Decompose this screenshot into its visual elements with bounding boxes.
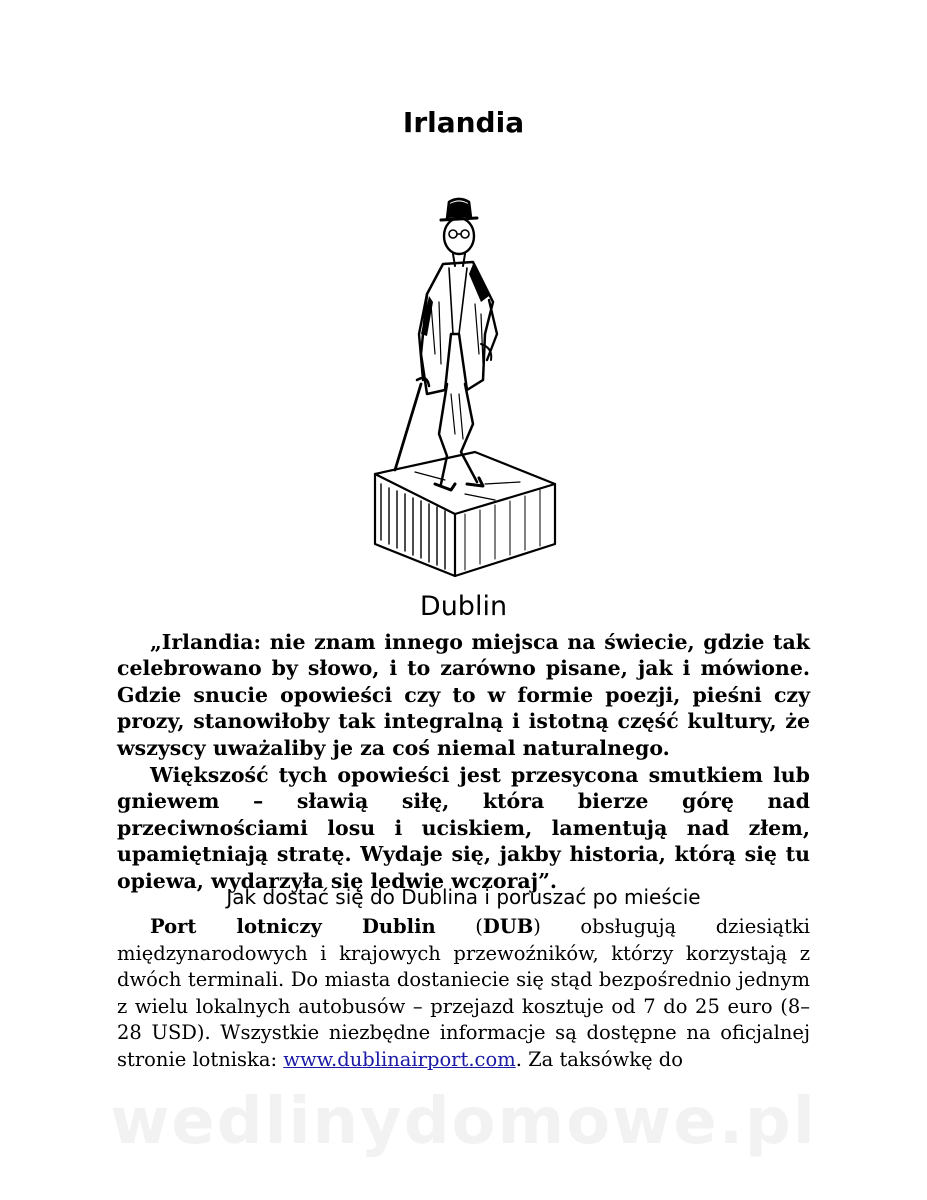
page-title: Irlandia	[402, 106, 525, 139]
watermark: wedlinydomowe.pl	[110, 1085, 817, 1159]
quote-paragraph: „Irlandia: nie znam innego miejsca na świecie, gdzie tak celebrowano by słowo, i to zarówno pisane, jak i mówione. Gdzie snucie opowieści czy to w formie poezji, pieśni czy prozy, stanowiłoby tak integralną i istotną część kultury, że wszyscy uważaliby je za coś niemal naturalnego.	[117, 630, 810, 760]
body-text-part: ) obsługują dziesiątki międzynarodowych i krajowych przewoźników, którzy korzystają z dwóch terminali. Do miasta dostaniecie się stąd bezpośrednio jednym z wielu lokalnych autobusów – przejazd kosztuje od 7 do 25 euro (8–28 USD). Wszystkie niezbędne informacje są dostępne na oficjalnej stronie lotniska:	[117, 915, 810, 1071]
quote-block	[117, 629, 810, 894]
quote-paragraph: Większość tych opowieści jest przesycona smutkiem lub gniewem – sławią siłę, która bierze górę nad przeciwnościami losu i uciskiem, lamentują nad złem, upamiętniają stratę. Wydaje się, jakby historia, którą się tu opiewa, wydarzyła się ledwie wczoraj”.	[117, 763, 810, 893]
airport-code: DUB	[482, 915, 534, 938]
subheading: Jak dostać się do Dublina i poruszać po mieście	[226, 885, 701, 909]
section-heading: Dublin	[419, 591, 508, 622]
body-text-part: . Za taksówkę do	[515, 1047, 683, 1071]
airport-name: Port lotniczy Dublin	[150, 915, 436, 938]
open-paren: (	[435, 915, 483, 938]
body-paragraph	[117, 914, 810, 1074]
airport-website-link[interactable]: www.dublinairport.com	[283, 1047, 516, 1071]
statue-illustration	[355, 184, 570, 584]
